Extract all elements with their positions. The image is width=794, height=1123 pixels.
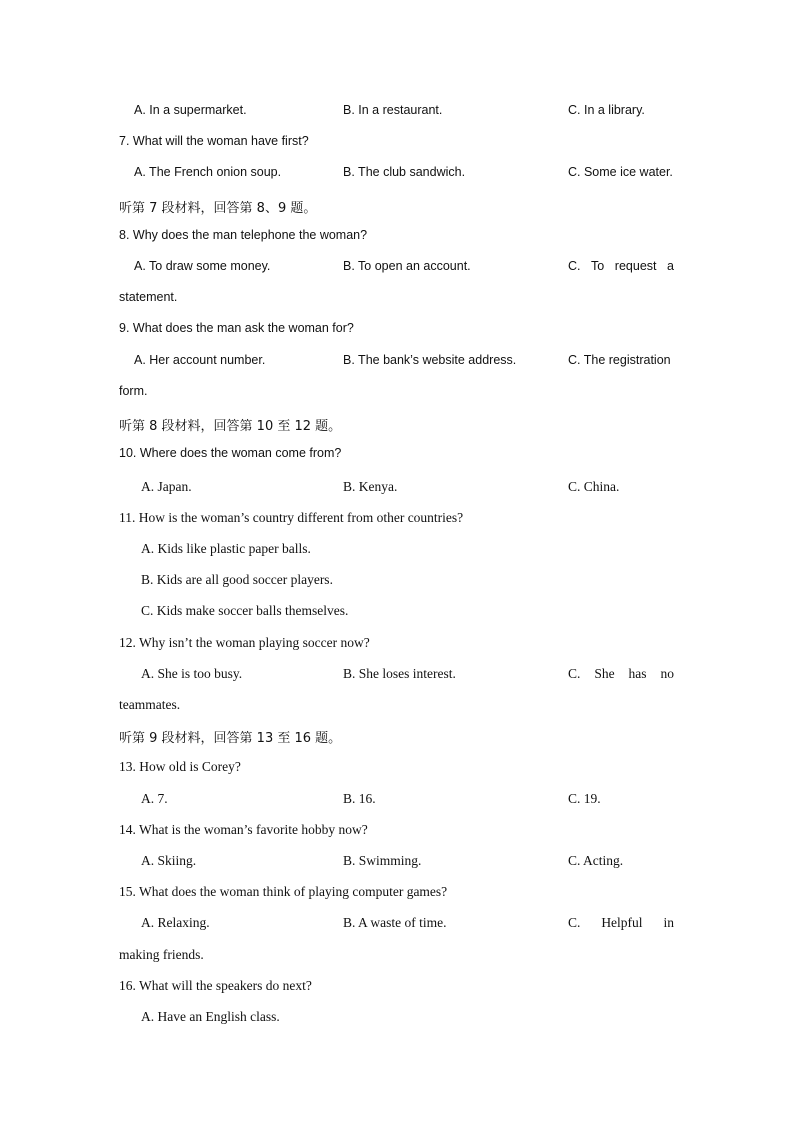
q7-option-b: B. The club sandwich. [343,165,466,179]
q7-options [0,165,794,185]
q8-option-a: A. To draw some money. [134,259,271,273]
q8-option-c-continued: statement. [119,290,178,304]
q12-option-b: B. She loses interest. [343,666,456,681]
q13-option-c: C. 19. [568,791,601,806]
q15-option-b: B. A waste of time. [343,915,447,930]
q6-options [0,103,794,123]
q12-option-c: C. She has no [568,666,674,681]
q12-options [0,666,794,686]
q6-option-c: C. In a library. [568,103,645,117]
q12-option-a: A. She is too busy. [141,666,243,681]
q7-option-c: C. Some ice water. [568,165,673,179]
q8-option-b: B. To open an account. [343,259,471,273]
q10-options [0,479,794,499]
q15-option-c-continued: making friends. [119,947,204,962]
q6-option-a: A. In a supermarket. [134,103,247,117]
q13-question: 13. How old is Corey? [119,759,241,774]
q15-option-a: A. Relaxing. [141,915,210,930]
q12-option-c-continued: teammates. [119,697,181,712]
q10-option-b: B. Kenya. [343,479,398,494]
q9-option-a: A. Her account number. [134,353,266,367]
q9-option-c: C. The registration [568,353,671,367]
q13-options [0,791,794,811]
q9-option-c-continued: form. [119,384,148,398]
section-8-heading: 听第 8 段材料，回答第 10 至 12 题。 [119,419,342,434]
q8-option-c: C. To request a [568,259,674,273]
q14-question: 14. What is the woman’s favorite hobby now? [119,822,368,837]
q11-option-a: A. Kids like plastic paper balls. [141,541,311,556]
q14-options [0,853,794,873]
q11-option-b: B. Kids are all good soccer players. [141,572,333,587]
q13-option-a: A. 7. [141,791,168,806]
q16-question: 16. What will the speakers do next? [119,978,312,993]
q7-option-a: A. The French onion soup. [134,165,282,179]
q9-question: 9. What does the man ask the woman for? [119,321,354,335]
q13-option-b: B. 16. [343,791,376,806]
q9-options [0,353,794,373]
q15-option-c: C. Helpful in [568,915,674,930]
q11-option-c: C. Kids make soccer balls themselves. [141,603,349,618]
q7-question: 7. What will the woman have first? [119,134,309,148]
q15-question: 15. What does the woman think of playing computer games? [119,884,448,899]
q12-question: 12. Why isn’t the woman playing soccer now? [119,635,370,650]
q14-option-c: C. Acting. [568,853,624,868]
section-7-heading: 听第 7 段材料，回答第 8、9 题。 [119,201,317,216]
q15-options [0,915,794,935]
q6-option-b: B. In a restaurant. [343,103,443,117]
q10-question: 10. Where does the woman come from? [119,446,342,460]
q10-option-a: A. Japan. [141,479,192,494]
q10-option-c: C. China. [568,479,620,494]
q8-question: 8. Why does the man telephone the woman? [119,228,368,242]
q8-options [0,259,794,279]
q14-option-a: A. Skiing. [141,853,197,868]
q9-option-b: B. The bank’s website address. [343,353,517,367]
q16-option-a: A. Have an English class. [141,1009,280,1024]
q11-question: 11. How is the woman’s country different from other countries? [119,510,464,525]
section-9-heading: 听第 9 段材料，回答第 13 至 16 题。 [119,731,342,746]
q14-option-b: B. Swimming. [343,853,422,868]
